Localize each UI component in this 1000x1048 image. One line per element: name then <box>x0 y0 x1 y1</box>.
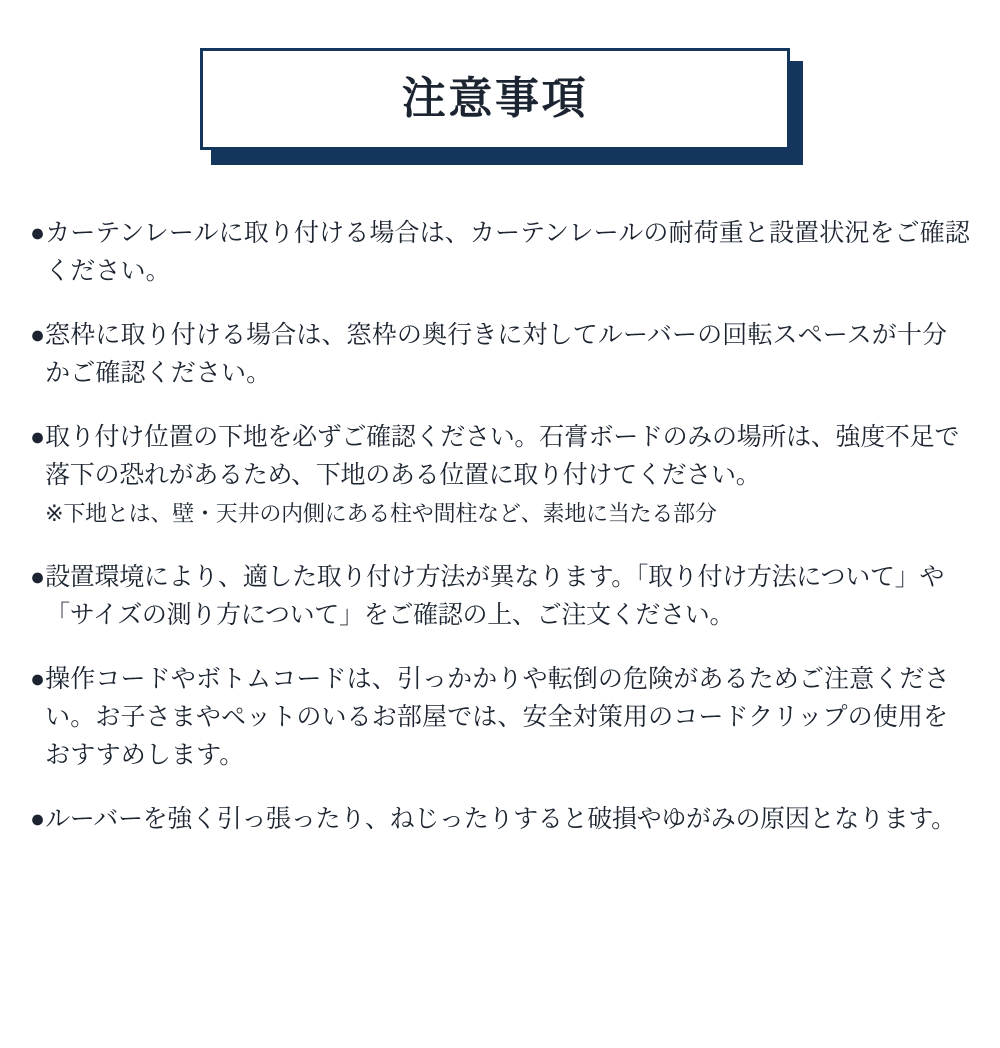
list-item <box>30 418 970 532</box>
list-item-body <box>45 800 970 838</box>
list-item <box>30 660 970 774</box>
list-item-text: 窓枠に取り付ける場合は、窓枠の奥行きに対してルーバーの回転スペースが十分かご確認ください。 <box>45 321 948 387</box>
list-item-body <box>45 418 970 532</box>
bullet-icon: ● <box>30 423 46 451</box>
bullet-icon: ● <box>30 805 46 833</box>
list-item <box>30 800 970 838</box>
list-item <box>30 214 970 290</box>
bullet-icon: ● <box>30 219 46 247</box>
list-item-text: ルーバーを強く引っ張ったり、ねじったりすると破損やゆがみの原因となります。 <box>45 805 956 833</box>
page-title: 注意事項 <box>401 74 589 123</box>
list-item-subnote: ※下地とは、壁・天井の内側にある柱や間柱など、素地に当たる部分 <box>45 501 717 526</box>
list-item-text: 設置環境により、適した取り付け方法が異なります。「取り付け方法について」や「サイズの測り方について」をご確認の上、ご注文ください。 <box>45 563 945 629</box>
list-item <box>30 558 970 634</box>
list-item-text: 取り付け位置の下地を必ずご確認ください。石膏ボードのみの場所は、強度不足で落下の恐れがあるため、下地のある位置に取り付けてください。 <box>45 423 960 489</box>
page-title-frame <box>200 48 790 150</box>
list-item-text: 操作コードやボトムコードは、引っかかりや転倒の危険があるためご注意ください。お子さまやペットのいるお部屋では、安全対策用のコードクリップの使用をおすすめします。 <box>45 665 950 769</box>
notice-list <box>30 214 970 838</box>
notice-page <box>0 48 1000 1048</box>
list-item <box>30 316 970 392</box>
list-item-body <box>45 660 970 774</box>
page-title-block <box>0 48 1000 168</box>
list-item-text: カーテンレールに取り付ける場合は、カーテンレールの耐荷重と設置状況をご確認ください。 <box>45 219 970 285</box>
list-item-body <box>45 214 970 290</box>
bullet-icon: ● <box>30 665 46 693</box>
bullet-icon: ● <box>30 563 46 591</box>
list-item-body <box>45 558 970 634</box>
list-item-body <box>45 316 970 392</box>
bullet-icon: ● <box>30 321 46 349</box>
